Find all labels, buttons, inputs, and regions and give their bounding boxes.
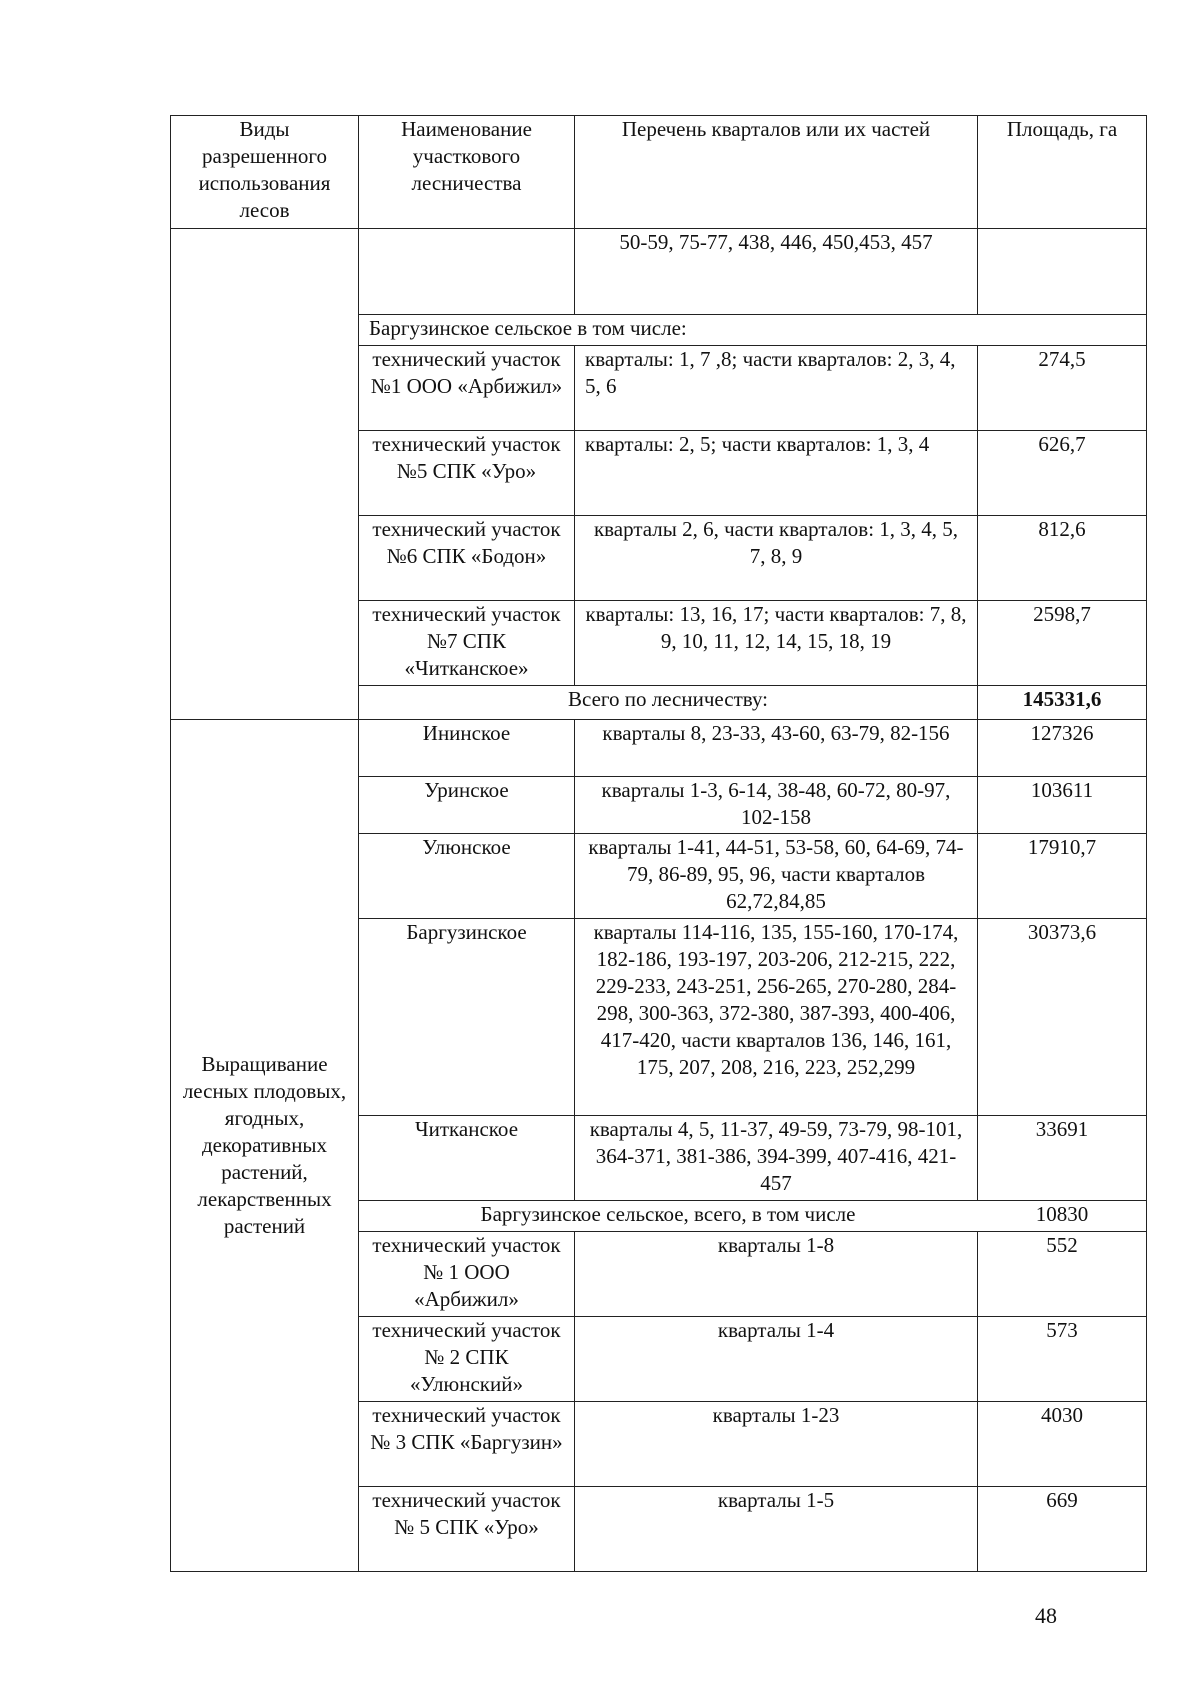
usage-type-cell: Выращивание лесных плодовых, ягодных, декоративных растений, лекарственных растений bbox=[171, 720, 359, 1572]
area-cell: 274,5 bbox=[978, 346, 1147, 431]
subheader-cell: Баргузинское сельское, всего, в том числе bbox=[359, 1201, 978, 1232]
forestry-name-cell: технический участок №1 ООО «Арбижил» bbox=[359, 346, 575, 431]
area-cell: 812,6 bbox=[978, 516, 1147, 601]
table-row bbox=[171, 720, 1147, 777]
forestry-name-cell: технический участок № 5 СПК «Уро» bbox=[359, 1487, 575, 1572]
forestry-name-cell: Ининское bbox=[359, 720, 575, 777]
table-header-row bbox=[171, 116, 1147, 229]
header-usage-type: Виды разрешенного использования лесов bbox=[171, 116, 359, 229]
area-cell: 30373,6 bbox=[978, 919, 1147, 1116]
quarters-cell: кварталы 1-8 bbox=[575, 1232, 978, 1317]
area-cell: 2598,7 bbox=[978, 601, 1147, 686]
total-label: Всего по лесничеству: bbox=[359, 686, 978, 720]
area-cell bbox=[978, 229, 1147, 315]
forestry-name-cell: Баргузинское bbox=[359, 919, 575, 1116]
forestry-name-cell: технический участок №5 СПК «Уро» bbox=[359, 431, 575, 516]
forestry-name-cell: технический участок № 3 СПК «Баргузин» bbox=[359, 1402, 575, 1487]
quarters-cell: кварталы 1-41, 44-51, 53-58, 60, 64-69, 74-79, 86-89, 95, 96, части кварталов 62,72,84,85 bbox=[575, 834, 978, 919]
quarters-cell: кварталы 1-4 bbox=[575, 1317, 978, 1402]
forestry-name-cell: технический участок № 2 СПК «Улюнский» bbox=[359, 1317, 575, 1402]
subheader-cell: Баргузинское сельское в том числе: bbox=[359, 315, 1147, 346]
quarters-cell: кварталы 1-5 bbox=[575, 1487, 978, 1572]
header-forestry-name: Наименование участкового лесничества bbox=[359, 116, 575, 229]
forestry-name-cell bbox=[359, 229, 575, 315]
header-quarters-list: Перечень кварталов или их частей bbox=[575, 116, 978, 229]
area-cell: 626,7 bbox=[978, 431, 1147, 516]
total-value: 145331,6 bbox=[978, 686, 1147, 720]
quarters-cell: кварталы 2, 6, части кварталов: 1, 3, 4, 5, 7, 8, 9 bbox=[575, 516, 978, 601]
area-cell: 33691 bbox=[978, 1116, 1147, 1201]
quarters-cell: кварталы 114-116, 135, 155-160, 170-174, 182-186, 193-197, 203-206, 212-215, 222, 229-233, 243-251, 256-265, 270-280, 284-298, 300-363, 372-380, 387-393, 400-406, 417-420, части кварталов 136, 146, 161, 175, 207, 208, 216, 223, 252,299 bbox=[575, 919, 978, 1116]
forestry-name-cell: Читканское bbox=[359, 1116, 575, 1201]
forest-use-table bbox=[170, 115, 1147, 1572]
quarters-cell: 50-59, 75-77, 438, 446, 450,453, 457 bbox=[575, 229, 978, 315]
forestry-name-cell: технический участок №7 СПК «Читканское» bbox=[359, 601, 575, 686]
forestry-name-cell: технический участок № 1 ООО «Арбижил» bbox=[359, 1232, 575, 1317]
usage-type-cell-empty bbox=[171, 229, 359, 720]
quarters-cell: кварталы: 13, 16, 17; части кварталов: 7, 8, 9, 10, 11, 12, 14, 15, 18, 19 bbox=[575, 601, 978, 686]
page-number: 48 bbox=[1035, 1603, 1057, 1628]
quarters-cell: кварталы 1-3, 6-14, 38-48, 60-72, 80-97, 102-158 bbox=[575, 777, 978, 834]
area-cell: 4030 bbox=[978, 1402, 1147, 1487]
area-cell: 552 bbox=[978, 1232, 1147, 1317]
subheader-area: 10830 bbox=[978, 1201, 1147, 1232]
quarters-cell: кварталы 4, 5, 11-37, 49-59, 73-79, 98-101, 364-371, 381-386, 394-399, 407-416, 421-457 bbox=[575, 1116, 978, 1201]
header-area: Площадь, га bbox=[978, 116, 1147, 229]
forestry-name-cell: технический участок №6 СПК «Бодон» bbox=[359, 516, 575, 601]
quarters-cell: кварталы 1-23 bbox=[575, 1402, 978, 1487]
area-cell: 669 bbox=[978, 1487, 1147, 1572]
area-cell: 573 bbox=[978, 1317, 1147, 1402]
table-row bbox=[171, 229, 1147, 315]
area-cell: 127326 bbox=[978, 720, 1147, 777]
quarters-cell: кварталы: 1, 7 ,8; части кварталов: 2, 3, 4, 5, 6 bbox=[575, 346, 978, 431]
area-cell: 103611 bbox=[978, 777, 1147, 834]
forestry-name-cell: Уринское bbox=[359, 777, 575, 834]
forestry-name-cell: Улюнское bbox=[359, 834, 575, 919]
quarters-cell: кварталы: 2, 5; части кварталов: 1, 3, 4 bbox=[575, 431, 978, 516]
quarters-cell: кварталы 8, 23-33, 43-60, 63-79, 82-156 bbox=[575, 720, 978, 777]
area-cell: 17910,7 bbox=[978, 834, 1147, 919]
